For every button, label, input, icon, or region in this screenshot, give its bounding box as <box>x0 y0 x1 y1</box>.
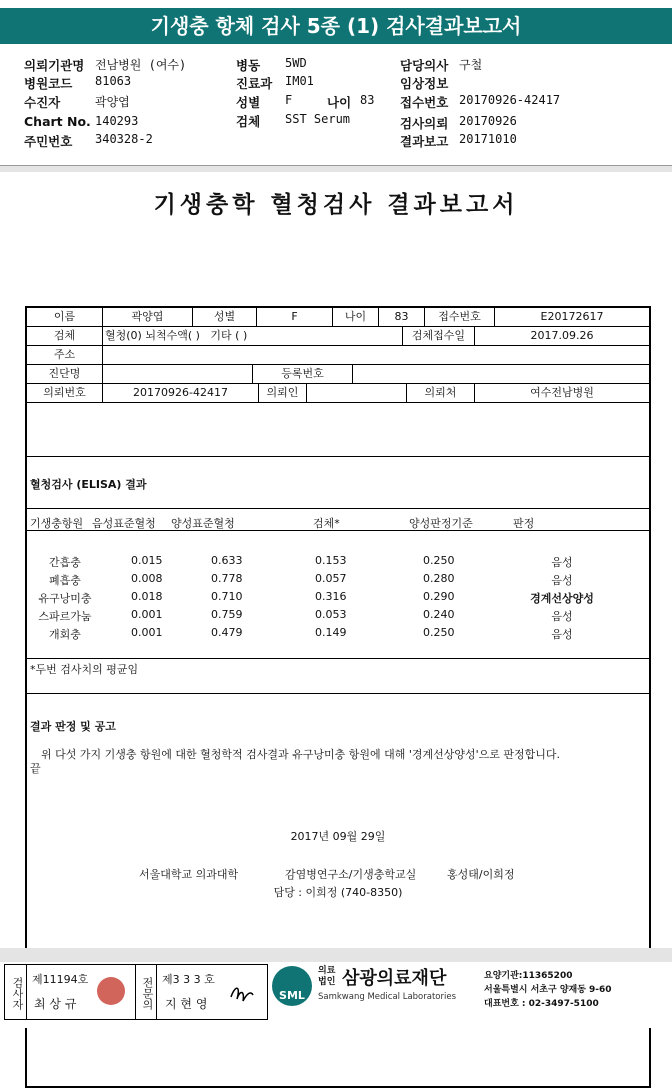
info-label: 의뢰기관명 <box>24 58 85 73</box>
result-pos: 0.633 <box>211 554 243 567</box>
reviewer-label: 전문의 <box>135 965 157 1019</box>
result-antigen: 간흡충 <box>49 556 81 569</box>
result-neg: 0.001 <box>131 608 163 621</box>
signature-box <box>4 964 268 1020</box>
contact: 담당 : 이희정 (740-8350) <box>273 886 403 899</box>
department: 감염병연구소/기생충학교실 <box>285 868 417 881</box>
result-pos: 0.759 <box>211 608 243 621</box>
info-value: 5WD <box>285 56 307 70</box>
info-value: 20170926-42417 <box>459 93 561 107</box>
document-title: 기생충학 혈청검사 결과보고서 <box>153 191 519 218</box>
recv-label: 접수번호 <box>425 308 495 327</box>
org-prefix-top: 의료 <box>318 966 336 976</box>
report-title: 기생충 항체 검사 5종 (1) 검사결과보고서 <box>0 8 672 44</box>
result-antigen: 개회충 <box>49 628 81 641</box>
patient-info-panel <box>0 48 672 166</box>
result-cutoff: 0.250 <box>423 554 455 567</box>
requester-value <box>307 384 407 403</box>
code-line: 요양기관:11365200 <box>484 971 573 981</box>
col-header: 기생충항원 <box>30 517 84 530</box>
result-antigen: 유구낭미충 <box>38 592 92 605</box>
specimen-date-label: 검체접수일 <box>403 327 475 346</box>
info-value: 140293 <box>95 114 139 128</box>
info-value: 340328-2 <box>95 132 153 146</box>
result-sample: 0.316 <box>315 590 347 603</box>
org-english: Samkwang Medical Laboratories <box>318 992 457 1002</box>
request-no-label: 의뢰번호 <box>27 384 103 403</box>
result-sample: 0.053 <box>315 608 347 621</box>
report-header <box>0 0 672 44</box>
info-value: 81063 <box>95 74 132 88</box>
phone: 대표번호 : 02-3497-5100 <box>484 999 599 1009</box>
report-date: 2017년 09월 29일 <box>290 830 386 843</box>
tester-name: 최 상 규 <box>34 997 77 1011</box>
info-label: 주민번호 <box>24 134 73 149</box>
info-label: 진료과 <box>236 76 273 91</box>
info-value: 전남병원 (여수) <box>95 58 187 72</box>
age-value: 83 <box>379 308 425 327</box>
org-prefix-bottom: 법인 <box>318 977 336 987</box>
result-cutoff: 0.290 <box>423 590 455 603</box>
sex-label: 성별 <box>193 308 257 327</box>
info-value: 83 <box>360 93 375 107</box>
reg-value <box>353 365 649 384</box>
conclusion-text: 위 다섯 가지 기생충 항원에 대한 혈청학적 검사결과 유구낭미충 항원에 대해 '경계선상양성'으로 판정합니다. <box>41 748 561 761</box>
divider <box>0 948 672 962</box>
result-antigen: 스파르가눔 <box>38 610 92 623</box>
info-label: 병원코드 <box>24 76 73 91</box>
tester-label: 검사자 <box>5 965 27 1019</box>
requester-org: 여수전남병원 <box>475 384 649 403</box>
divider <box>27 456 649 457</box>
sex-value: F <box>257 308 333 327</box>
col-header: 양성표준혈청 <box>171 517 235 530</box>
requester-label: 의뢰인 <box>259 384 307 403</box>
result-cutoff: 0.280 <box>423 572 455 585</box>
info-value: 20170926 <box>459 114 517 128</box>
info-value: SST Serum <box>285 112 351 126</box>
name-label: 이름 <box>27 308 103 327</box>
specimen-label: 검체 <box>27 327 103 346</box>
result-pos: 0.710 <box>211 590 243 603</box>
name-value: 곽양엽 <box>103 308 193 327</box>
reg-label: 등록번호 <box>253 365 353 384</box>
researchers: 홍성태/이희정 <box>447 868 515 881</box>
info-value: 구철 <box>459 58 483 72</box>
result-judge: 경계선상양성 <box>530 592 594 605</box>
result-judge: 음성 <box>551 610 573 623</box>
result-sample: 0.057 <box>315 572 347 585</box>
info-value: F <box>285 93 293 107</box>
divider <box>27 693 649 694</box>
diagnosis-label: 진단명 <box>27 365 103 384</box>
diagnosis-value <box>103 365 253 384</box>
info-label: 병동 <box>236 58 261 73</box>
result-pos: 0.479 <box>211 626 243 639</box>
reviewer-name: 지 현 영 <box>165 997 208 1011</box>
scanned-report <box>0 172 672 948</box>
info-label: 접수번호 <box>400 95 449 110</box>
result-neg: 0.008 <box>131 572 163 585</box>
request-no: 20170926-42417 <box>103 384 259 403</box>
info-value: 20171010 <box>459 132 517 146</box>
info-label: 수진자 <box>24 95 61 110</box>
age-label: 나이 <box>333 308 379 327</box>
signature-footer <box>0 962 672 1028</box>
result-pos: 0.778 <box>211 572 243 585</box>
result-cutoff: 0.240 <box>423 608 455 621</box>
section-title: 혈청검사 (ELISA) 결과 <box>30 478 147 491</box>
address-label: 주소 <box>27 346 103 365</box>
divider <box>27 658 649 659</box>
result-judge: 음성 <box>551 574 573 587</box>
info-label: 담당의사 <box>400 58 449 73</box>
result-sample: 0.149 <box>315 626 347 639</box>
result-neg: 0.018 <box>131 590 163 603</box>
specimen-date: 2017.09.26 <box>475 327 649 346</box>
info-label: Chart No. <box>24 114 91 129</box>
address-value <box>103 346 649 365</box>
result-sample: 0.153 <box>315 554 347 567</box>
signature-icon <box>227 979 257 1009</box>
conclusion-title: 결과 판정 및 공고 <box>30 720 116 733</box>
divider <box>27 530 649 531</box>
sml-logo: SML <box>272 966 312 1006</box>
col-header: 음성표준혈청 <box>92 517 156 530</box>
result-neg: 0.015 <box>131 554 163 567</box>
info-label: 결과보고 <box>400 134 449 149</box>
info-value: IM01 <box>285 74 314 88</box>
reviewer-no: 제3 3 3 호 <box>162 973 215 986</box>
institution: 서울대학교 의과대학 <box>139 868 239 881</box>
tester-no: 제11194호 <box>32 973 89 986</box>
info-label: 나이 <box>327 95 352 110</box>
info-label: 검사의뢰 <box>400 116 449 131</box>
result-cutoff: 0.250 <box>423 626 455 639</box>
info-label: 검체 <box>236 114 261 129</box>
address: 서울특별시 서초구 양재동 9-60 <box>484 985 612 995</box>
col-header: 검체* <box>313 517 340 530</box>
recv-value: E20172617 <box>495 308 649 327</box>
info-label: 성별 <box>236 95 261 110</box>
divider <box>27 508 649 509</box>
seal-stamp <box>97 977 125 1005</box>
info-label: 임상정보 <box>400 76 449 91</box>
result-neg: 0.001 <box>131 626 163 639</box>
result-antigen: 폐흡충 <box>49 574 81 587</box>
col-header: 양성판정기준 <box>409 517 473 530</box>
conclusion-end: 끝 <box>30 762 41 775</box>
requester-org-label: 의뢰처 <box>407 384 475 403</box>
org-name: 삼광의료재단 <box>342 968 447 989</box>
specimen-options: 혈청(0) 뇌척수액( ) 기타 ( ) <box>103 327 403 346</box>
footnote: *두번 검사치의 평균임 <box>30 663 139 676</box>
result-judge: 음성 <box>551 628 573 641</box>
info-value: 곽양엽 <box>95 95 130 109</box>
col-header: 판정 <box>513 517 535 530</box>
result-judge: 음성 <box>551 556 573 569</box>
